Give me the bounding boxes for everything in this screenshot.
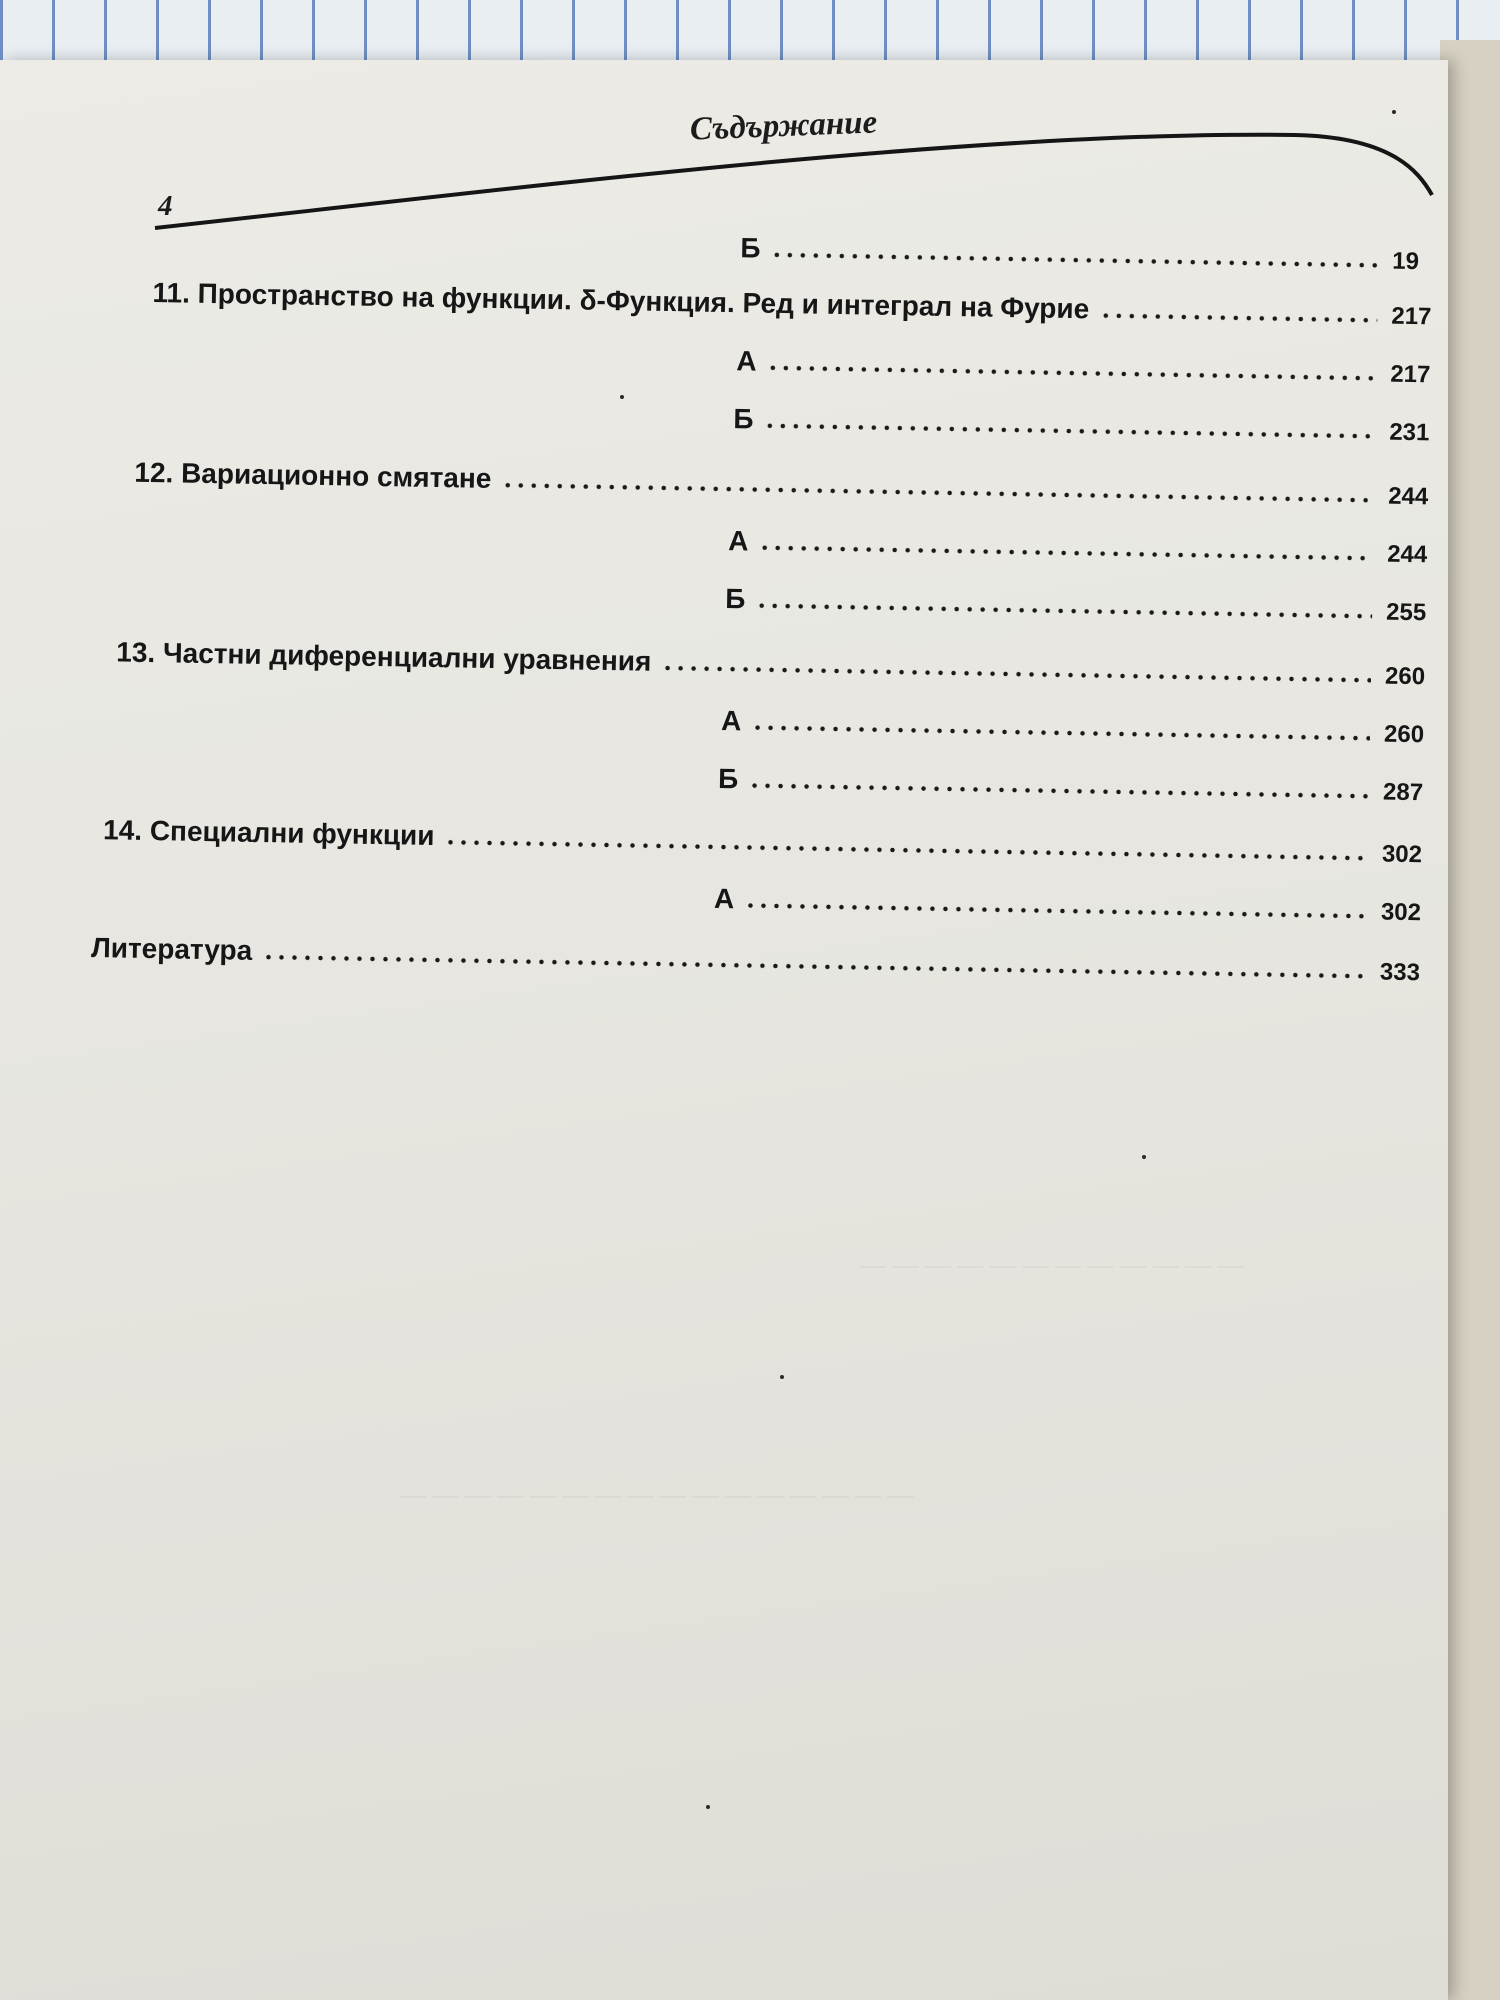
toc-entry (134, 449, 1436, 512)
toc-leader-dots (1099, 313, 1377, 324)
show-through-text: — — — — — — — — — — — — — — — — (400, 1480, 914, 1509)
toc-leader-dots (767, 365, 1377, 382)
paper-speck (706, 1805, 710, 1809)
toc-entry-label: А (728, 525, 749, 557)
toc-entry-page: 217 (1391, 302, 1432, 331)
toc-entry (721, 697, 1433, 749)
toc-entry-label: Б (733, 403, 754, 435)
toc-entry-page: 19 (1392, 247, 1420, 276)
toc-entry-page: 244 (1386, 540, 1428, 569)
toc-entry-label: 13. Частни диференциални уравнения (116, 636, 652, 677)
toc-entry (718, 755, 1432, 807)
toc-leader-dots (262, 954, 1366, 979)
toc-entry-label: Б (740, 232, 761, 264)
toc-entry-label: Б (725, 583, 746, 615)
toc-leader-dots (770, 252, 1378, 269)
toc-entry-label: А (736, 345, 757, 377)
toc-leader-dots (501, 482, 1374, 503)
toc-leader-dots (751, 725, 1370, 742)
toc-leader-dots (744, 902, 1367, 919)
paper-speck (780, 1375, 784, 1379)
toc-entry-page: 260 (1383, 720, 1425, 749)
toc-entry-page: 244 (1387, 482, 1429, 511)
toc-entry-page: 255 (1385, 598, 1427, 627)
toc-entry (91, 924, 1428, 987)
toc-entry-page: 302 (1381, 840, 1423, 869)
toc-entry (733, 395, 1438, 447)
toc-entry-page: 231 (1389, 418, 1430, 447)
toc-leader-dots (748, 782, 1369, 799)
toc-entry (116, 628, 1433, 691)
toc-leader-dots (758, 545, 1373, 562)
toc-entry (103, 806, 1430, 869)
toc-entry (152, 269, 1440, 331)
toc-entry (736, 337, 1439, 389)
paper-speck (620, 395, 624, 399)
toc-entry (740, 224, 1441, 276)
toc-leader-dots (444, 839, 1368, 861)
toc-entry-page: 217 (1390, 360, 1431, 389)
toc-entry (725, 575, 1435, 627)
toc-entry-page: 333 (1379, 958, 1421, 987)
page-number: 4 (158, 190, 173, 222)
toc-entry-label: 14. Специални функции (102, 814, 435, 852)
toc-leader-dots (661, 665, 1371, 683)
toc-entry-label: 11. Пространство на функции. δ-Функция. Ред и интеграл на Фурие (152, 277, 1090, 325)
show-through-text: — — — — — — — — — — — — (860, 1250, 1244, 1279)
toc-entry-label: Б (717, 762, 739, 795)
toc-entry-label: 12. Вариационно смятане (134, 456, 492, 494)
toc-leader-dots (755, 603, 1372, 620)
toc-entry-label: Литература (90, 932, 253, 966)
toc-entry (714, 875, 1430, 927)
toc-entry (728, 517, 1436, 569)
toc-entry-page: 287 (1382, 778, 1424, 807)
toc-entry-page: 260 (1384, 662, 1426, 691)
toc-leader-dots (763, 423, 1375, 440)
toc-entry-label: А (713, 882, 735, 915)
paper-speck (1142, 1155, 1146, 1159)
paper-speck (1392, 110, 1396, 114)
running-title: Съдържание (689, 104, 878, 148)
toc-entry-page: 302 (1380, 898, 1422, 927)
toc-entry-label: А (720, 705, 742, 737)
